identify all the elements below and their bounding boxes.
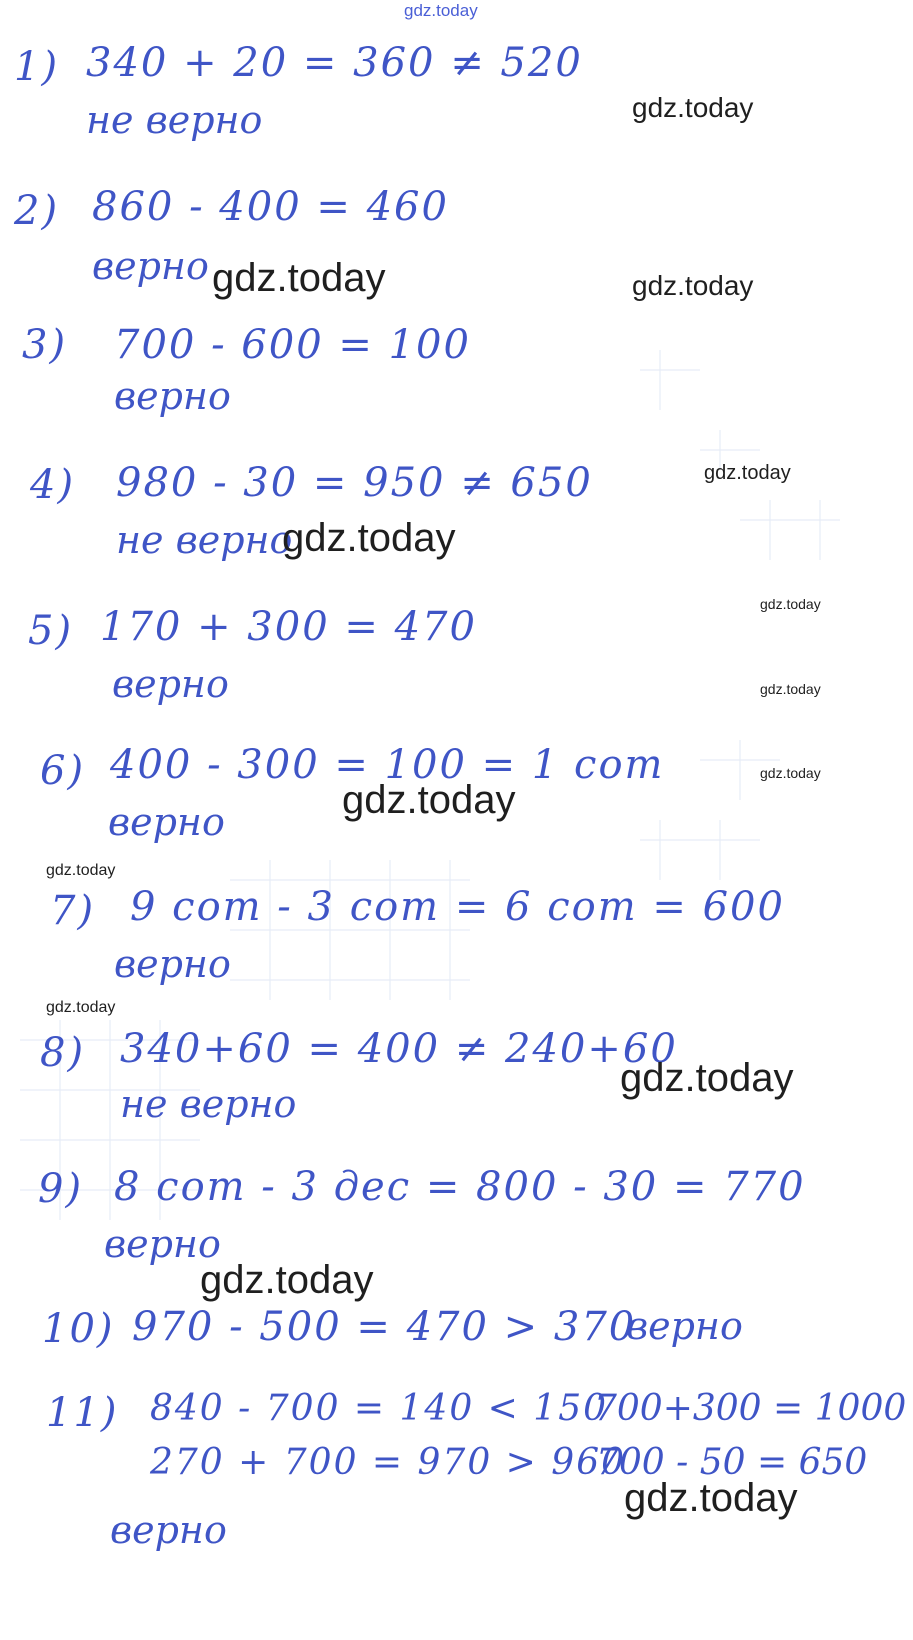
item-11-expression-3: 700+300 = 1000 <box>594 1388 907 1429</box>
item-9-expression: 8 сот - 3 дес = 800 - 30 = 770 <box>114 1164 806 1210</box>
item-5-verdict: верно <box>112 662 229 706</box>
watermark: gdz.today <box>46 999 116 1016</box>
item-7-number: 7) <box>50 888 96 934</box>
watermark: gdz.today <box>200 1258 374 1302</box>
item-2-expression: 860 - 400 = 460 <box>92 184 449 230</box>
item-11-expression-4: 700 - 50 = 650 <box>596 1442 868 1483</box>
item-6-expression: 400 - 300 = 100 = 1 сот <box>110 742 665 788</box>
item-4-expression: 980 - 30 = 950 ≠ 650 <box>116 460 593 506</box>
item-9-number: 9) <box>38 1166 84 1212</box>
item-2-verdict: верно <box>92 244 209 288</box>
watermark: gdz.today <box>760 596 821 612</box>
item-6-verdict: верно <box>108 800 225 844</box>
item-11-expression-1: 840 - 700 = 140 < 150 <box>150 1388 609 1429</box>
item-3-number: 3) <box>22 322 68 368</box>
watermark: gdz.today <box>624 1476 798 1520</box>
watermark-top: gdz.today <box>404 1 478 20</box>
item-10-expression: 970 - 500 = 470 > 370 <box>132 1304 637 1350</box>
item-3-expression: 700 - 600 = 100 <box>114 322 471 368</box>
item-10-number: 10) <box>42 1306 115 1352</box>
item-2-number: 2) <box>14 188 60 234</box>
item-11-number: 11) <box>46 1390 119 1436</box>
watermark: gdz.today <box>342 778 516 822</box>
watermark: gdz.today <box>760 681 821 697</box>
item-8-number: 8) <box>40 1030 86 1076</box>
item-8-expression: 340+60 = 400 ≠ 240+60 <box>120 1026 678 1072</box>
item-1-number: 1) <box>14 44 60 90</box>
item-4-number: 4) <box>30 462 76 508</box>
item-8-verdict: не верно <box>120 1082 297 1126</box>
watermark: gdz.today <box>282 516 456 560</box>
watermark: gdz.today <box>632 92 754 123</box>
item-4-verdict: не верно <box>116 518 293 562</box>
item-11-expression-2: 270 + 700 = 970 > 960 <box>150 1442 627 1483</box>
item-6-number: 6) <box>40 748 86 794</box>
item-7-expression: 9 сот - 3 сот = 6 сот = 600 <box>130 884 785 930</box>
item-11-verdict: верно <box>110 1508 227 1552</box>
watermark: gdz.today <box>704 462 791 484</box>
watermark: gdz.today <box>632 270 754 301</box>
item-9-verdict: верно <box>104 1222 221 1266</box>
item-5-expression: 170 + 300 = 470 <box>100 604 477 650</box>
item-5-number: 5) <box>28 608 74 654</box>
item-10-verdict: верно <box>626 1304 743 1348</box>
item-7-verdict: верно <box>114 942 231 986</box>
item-3-verdict: верно <box>114 374 231 418</box>
watermark: gdz.today <box>46 862 116 879</box>
item-1-expression: 340 + 20 = 360 ≠ 520 <box>86 40 583 86</box>
watermark: gdz.today <box>760 765 821 781</box>
watermark: gdz.today <box>212 256 386 300</box>
watermark: gdz.today <box>620 1056 794 1100</box>
item-1-verdict: не верно <box>86 98 263 142</box>
